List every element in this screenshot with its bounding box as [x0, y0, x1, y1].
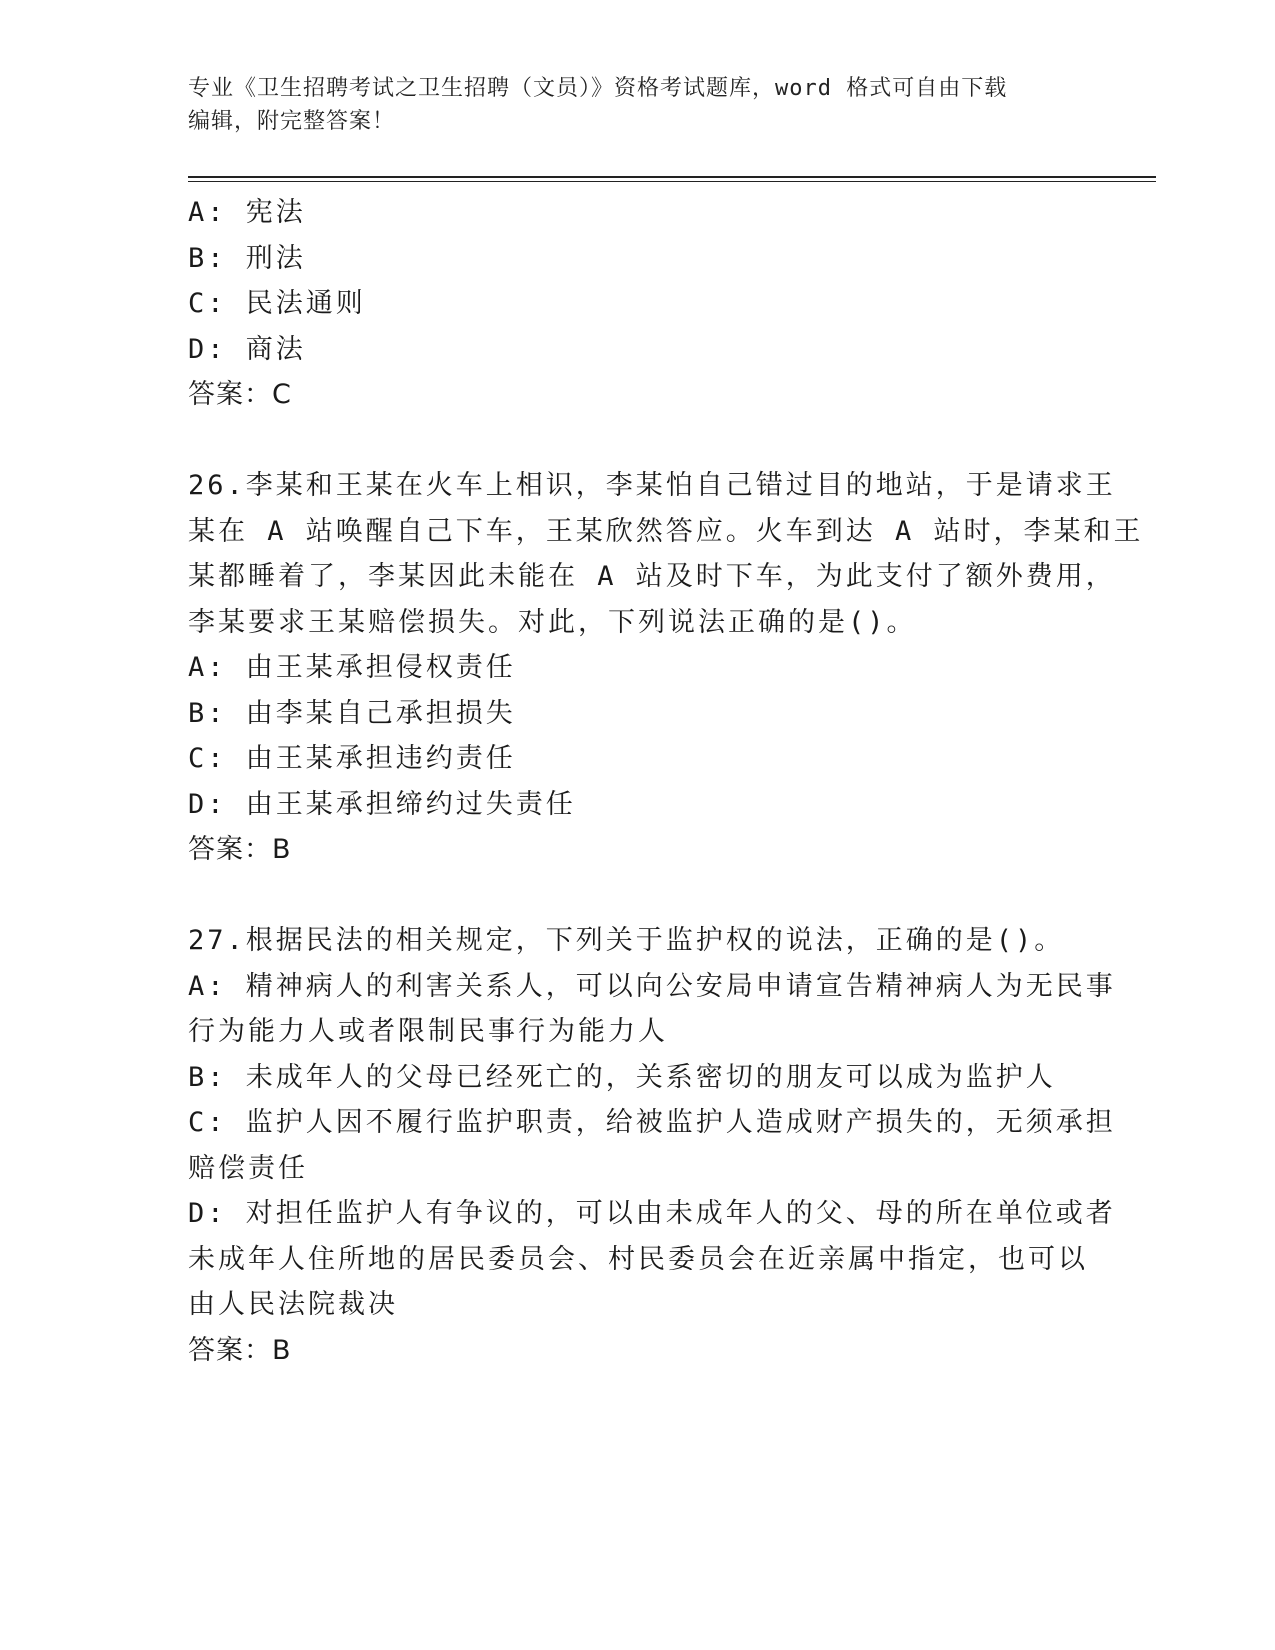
option-a-line: A: 精神病人的利害关系人，可以向公安局申请宣告精神病人为无民事: [188, 970, 1116, 1002]
option-d: D: 由王某承担缔约过失责任: [188, 788, 576, 820]
stem-line: 某在 A 站唤醒自己下车，王某欣然答应。火车到达 A 站时，李某和王: [188, 515, 1144, 547]
document-header: [188, 72, 1068, 138]
option-d-line: 由人民法院裁决: [188, 1289, 398, 1320]
question-25-options: [188, 190, 1088, 372]
question-26-stem: [188, 463, 1144, 645]
option-d: D: 商法: [188, 333, 306, 365]
option-a-line: 行为能力人或者限制民事行为能力人: [188, 1016, 668, 1047]
question-26-answer: 答案：B: [188, 834, 292, 865]
option-c-line: C: 监护人因不履行监护职责，给被监护人造成财产损失的，无须承担: [188, 1107, 1116, 1138]
option-a: A: 由王某承担侵权责任: [188, 652, 516, 683]
option-c-line: 赔偿责任: [188, 1152, 308, 1184]
question-26-options: [188, 645, 1088, 827]
question-content: [188, 190, 1144, 1373]
option-b-line: B: 未成年人的父母已经死亡的，关系密切的朋友可以成为监护人: [188, 1061, 1056, 1093]
stem-line: 某都睡着了，李某因此未能在 A 站及时下车，为此支付了额外费用，: [188, 561, 1116, 592]
option-d-line: D: 对担任监护人有争议的，可以由未成年人的父、母的所在单位或者: [188, 1198, 1116, 1229]
question-27-stem: 27.根据民法的相关规定，下列关于监护权的说法，正确的是()。: [188, 925, 1065, 956]
header-line-1: 专业《卫生招聘考试之卫生招聘（文员）》资格考试题库，word 格式可自由下载: [188, 76, 1008, 101]
option-d-line: 未成年人住所地的居民委员会、村民委员会在近亲属中指定，也可以: [188, 1243, 1088, 1275]
question-25-answer: 答案：C: [188, 379, 292, 410]
question-27-answer: 答案：B: [188, 1334, 292, 1366]
option-b: B: 刑法: [188, 242, 306, 274]
option-c: C: 由王某承担违约责任: [188, 743, 516, 774]
option-a: A: 宪法: [188, 197, 306, 228]
option-b: B: 由李某自己承担损失: [188, 697, 516, 729]
header-divider-thick: [188, 176, 1156, 178]
header-line-2: 编辑，附完整答案！: [188, 109, 396, 134]
option-c: C: 民法通则: [188, 288, 366, 319]
question-27-options: [188, 964, 1116, 1328]
stem-line: 26.李某和王某在火车上相识，李某怕自己错过目的地站，于是请求王: [188, 470, 1116, 501]
header-divider-thin: [188, 181, 1156, 182]
stem-line: 李某要求王某赔偿损失。对此，下列说法正确的是()。: [188, 606, 917, 638]
